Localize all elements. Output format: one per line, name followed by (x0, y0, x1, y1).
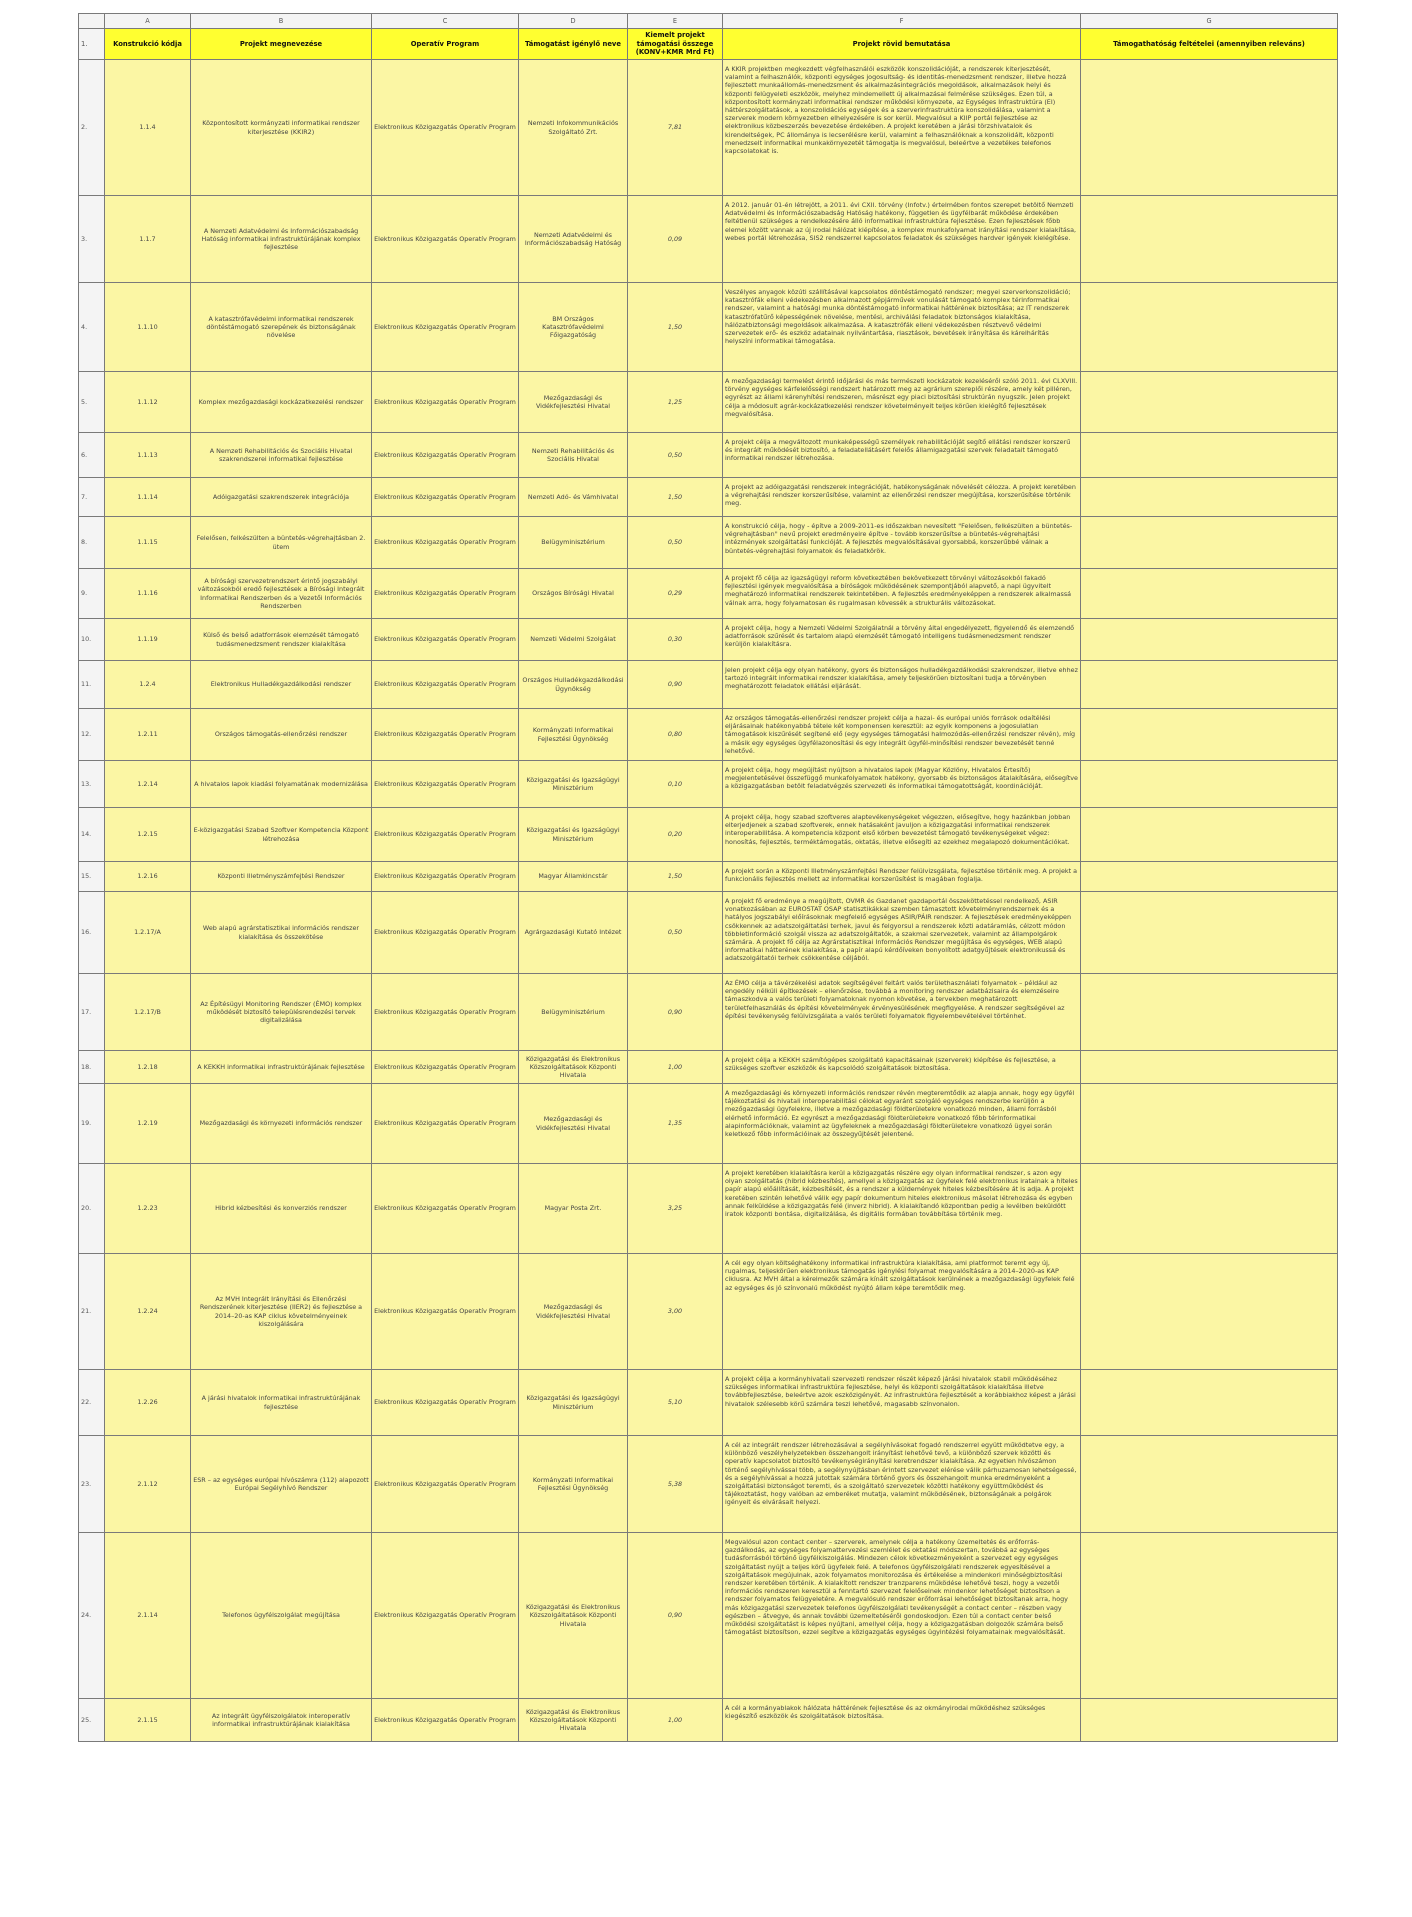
amount-cell[interactable]: 1,50 (628, 283, 723, 372)
table-row (79, 1084, 1338, 1164)
applicant-cell[interactable]: Nemzeti Infokommunikációs Szolgáltató Zrt. (519, 60, 628, 196)
program-cell[interactable]: Elektronikus Közigazgatás Operatív Program (372, 808, 519, 862)
amount-cell[interactable]: 1,50 (628, 478, 723, 517)
conditions-cell[interactable] (1081, 1699, 1338, 1742)
header-applicant-cell[interactable]: Támogatást igénylő neve (519, 29, 628, 60)
project-name-cell[interactable]: A bírósági szervezetrendszert érintő jogszabályi változásokból eredő fejlesztések a Bírósági Integrált Informatikai Rendszerben és a Vezetői Információs Rendszerben (191, 569, 372, 619)
code-cell[interactable]: 1.1.4 (105, 60, 191, 196)
project-name-cell[interactable]: Elektronikus Hulladékgazdálkodási rendszer (191, 661, 372, 709)
applicant-cell[interactable]: Közigazgatási és Elektronikus Közszolgáltatások Központi Hivatala (519, 1699, 628, 1742)
table-row (79, 1051, 1338, 1084)
applicant-cell[interactable]: Országos Bírósági Hivatal (519, 569, 628, 619)
table-row (79, 517, 1338, 569)
description-cell[interactable]: A projekt az adóigazgatási rendszerek integrációját, hatékonyságának növelését célozza. A projekt keretében a végrehajtási rendszer korszerűsítése, valamint az ellenőrzési rendszer megújítása, korszerűsítése történik meg. (723, 478, 1081, 517)
conditions-cell[interactable] (1081, 433, 1338, 478)
table-row (79, 1436, 1338, 1533)
amount-cell[interactable]: 3,25 (628, 1164, 723, 1254)
conditions-cell[interactable] (1081, 661, 1338, 709)
program-cell[interactable]: Elektronikus Közigazgatás Operatív Program (372, 433, 519, 478)
conditions-cell[interactable] (1081, 709, 1338, 761)
row-number[interactable]: 20. (79, 1164, 105, 1254)
amount-cell[interactable]: 0,09 (628, 196, 723, 283)
program-cell[interactable]: Elektronikus Közigazgatás Operatív Program (372, 60, 519, 196)
amount-cell[interactable]: 0,30 (628, 619, 723, 661)
description-cell[interactable]: A projekt célja a KEKKH számítógépes szolgáltató kapacitásainak (szerverek) kiépítése és fejlesztése, a szükséges szoftver eszközök és kapcsolódó szolgáltatások biztosítása. (723, 1051, 1081, 1084)
program-cell[interactable]: Elektronikus Közigazgatás Operatív Program (372, 1254, 519, 1370)
applicant-cell[interactable]: Nemzeti Rehabilitációs és Szociális Hivatal (519, 433, 628, 478)
applicant-cell[interactable]: Mezőgazdasági és Vidékfejlesztési Hivatal (519, 1254, 628, 1370)
description-cell[interactable]: A projekt fő eredménye a megújított, OVMR és Gazdanet gazdaportál összeköttetéssel rendelkező, ASIR vonatkozásában az EUROSTAT OSAP statisztikákkal szemben támasztott követelményrendszernek és a hatályos jogszabályi előírásoknak megfelelő egységes ASIR/PÁIR rendszer. A fejlesztések eredményeképpen csökkennek az adatszolgáltatási terhek, javul és felgyorsul a rendszerek közti adatáramlás, célzott módon többletinformáció szolgál vissza az adatszolgáltatók, a szakmai szervezetek, valamint az állampolgárok számára. A projekt fő célja az Agrárstatisztikai Információs Rendszer megújítása és egységes, WEB alapú informatikai hátterének kialakítása, a papír alapú kérdőíveken bonyolított adatgyűjtések elektronikussá és adatszolgáltatói terhek csökkentése céljából. (723, 892, 1081, 974)
conditions-cell[interactable] (1081, 1051, 1338, 1084)
code-cell[interactable]: 1.2.24 (105, 1254, 191, 1370)
table-row (79, 196, 1338, 283)
code-cell[interactable]: 2.1.14 (105, 1533, 191, 1699)
description-cell[interactable]: A projekt fő célja az igazságügyi reform következtében bekövetkezett törvényi változásokból fakadó fejlesztési igények megvalósítása a bíróságok működésének szempontjából alapvető, a napi ügyvitelt meghatározó informatikai rendszerek tekintetében. A fejlesztés eredményeképpen a rendszerek alkalmassá válnak arra, hogy folyamatosan és rugalmasan kövessék a strukturális változásokat. (723, 569, 1081, 619)
project-name-cell[interactable]: ESR – az egységes európai hívószámra (112) alapozott Európai Segélyhívó Rendszer (191, 1436, 372, 1533)
row-number[interactable]: 1. (79, 29, 105, 60)
description-cell[interactable]: Megvalósul azon contact center – szerverek, amelynek célja a hatékony üzemeltetés és erőforrás-gazdálkodás, az egységes folyamattervezési szemlélet és oktatási módszertan, továbbá az egységes tudásforrásból történő ügyfélkiszolgálás. Mindezen célok következményeként a szervezet egy egységes szolgáltatást nyújt a teljes körű ügyfelek felé. A telefonos ügyfélszolgálati rendszerek egyesítésével a szolgáltatások megújulnak, azok folyamatos monitorozása és értékelése a mindenkori minőségbiztosítási rendszer keretében történik. A kialakított rendszer tranzparens működése lehetővé teszi, hogy a vezetői információs rendszeren keresztül a fenntartó szervezet felelőseinek mindenkor lehetőséget biztosítson a rendszer folyamatos felügyeletére. A megvalósuló rendszer erőforrásai lehetőséget biztosítanak arra, hogy más közigazgatási szervezetek telefonos ügyfélszolgálati tevékenységét a contact center – részben vagy egészben – átvegye, és annak további üzemeltetéséről gondoskodjon. Ezen túl a contact center belső működési szolgáltatást is képes nyújtani, amellyel célja, hogy a közigazgatásban dolgozók számára belső támogatást biztosítson, ezzel segítve a közigazgatás egységes ügyintézési folyamatainak megvalósítását. (723, 1533, 1081, 1699)
description-cell[interactable]: A KKIR projektben megkezdett végfelhasználói eszközök konszolidációját, a rendszerek kiterjesztését, valamint a felhasználók, központi egységes jogosultság- és identitás-menedzsment rendszer, illetve hozzá fejlesztett munkaállomás-menedzsment és alkalmazásintegrációs megoldások, alkalmazások helyi és központi felügyeleti eszközök, melyhez mindemellett új alkalmazásai felmérése szükséges. Ezen túl, a központosított kormányzati informatikai rendszer működési környezete, az Egységes Infrastruktúra (EI) háttérszolgáltatások, a konszolidációs egységek és a szerverinfrastruktúra konszolidálása, valamint a szerverek modern környezetben elhelyezésére is sor kerül. Megvalósul a KIIP portál fejlesztése az elektronikus közbeszerzés bevezetése érdekében. A projekt keretében a járási törzshivatalok és kirendeltségek, PC állománya is lecserélésre kerül, valamint a felhasználóknak a konszolidált, központi menedzselt informatikai munkakörnyezetét támogatja is megvalósul, beleértve a vezetékes telefonos kapcsolatokat is. (723, 60, 1081, 196)
project-name-cell[interactable]: Mezőgazdasági és környezeti információs rendszer (191, 1084, 372, 1164)
amount-cell[interactable]: 0,90 (628, 974, 723, 1051)
conditions-cell[interactable] (1081, 60, 1338, 196)
applicant-cell[interactable]: Belügyminisztérium (519, 974, 628, 1051)
applicant-cell[interactable]: Közigazgatási és Igazságügyi Minisztérium (519, 1370, 628, 1436)
applicant-cell[interactable]: Mezőgazdasági és Vidékfejlesztési Hivatal (519, 372, 628, 433)
program-cell[interactable]: Elektronikus Közigazgatás Operatív Program (372, 1370, 519, 1436)
amount-cell[interactable]: 1,00 (628, 1051, 723, 1084)
row-number[interactable]: 8. (79, 517, 105, 569)
header-amount-cell[interactable]: Kiemelt projekt támogatási összege (KONV+KMR Mrd Ft) (628, 29, 723, 60)
project-name-cell[interactable]: Külső és belső adatforrások elemzését támogató tudásmenedzsment rendszer kialakítása (191, 619, 372, 661)
amount-cell[interactable]: 1,50 (628, 862, 723, 892)
description-cell[interactable]: A projekt célja, hogy a Nemzeti Védelmi Szolgálatnál a törvény által engedélyezett, figyelendő és elemzendő adatforrások szűrését és tartalom alapú elemzését támogató intelligens tudásmenedzsment rendszer kerüljön kialakításra. (723, 619, 1081, 661)
applicant-cell[interactable]: Magyar Államkincstár (519, 862, 628, 892)
row-number[interactable]: 4. (79, 283, 105, 372)
row-number[interactable]: 18. (79, 1051, 105, 1084)
applicant-cell[interactable]: Belügyminisztérium (519, 517, 628, 569)
column-header-g[interactable]: G (1081, 14, 1338, 29)
description-cell[interactable]: Az országos támogatás-ellenőrzési rendszer projekt célja a hazai- és európai uniós források odaítélési eljárásainak hatékonyabbá tétele két komponensen keresztül: az egyik komponens a jogosulatlan támogatások kiszűrését segítené elő (egy egységes támogatási halmozódás-ellenőrzési rendszer révén), míg a másik egy egységes ügyfélazonosítási és egy integrált ügyfél-minősítési rendszer bevezetését tenné lehetővé. (723, 709, 1081, 761)
amount-cell[interactable]: 0,50 (628, 433, 723, 478)
table-row (79, 433, 1338, 478)
header-code-cell[interactable]: Konstrukció kódja (105, 29, 191, 60)
table-row (79, 1254, 1338, 1370)
description-cell[interactable]: A projekt keretében kialakításra kerül a közigazgatás részére egy olyan informatikai rendszer, s azon egy olyan szolgáltatás (hibrid kézbesítés), amellyel a közigazgatás az ügyfelek felé elektronikus iratainak a hiteles papír alapú előállítását, kézbesítését, és a rendszer a küldemények hiteles kézbesítésére át is adja. A projekt keretében szintén lehetővé válik egy papír dokumentum hiteles elektronikus másolat létrehozása és egyben annak felküldése a közigazgatás felé (inverz hibrid). A kialakítandó központban pedig a levélben beküldött iratok központi bontása, digitalizálása, és digitális formában továbbítása történik meg. (723, 1164, 1081, 1254)
code-cell[interactable]: 1.2.23 (105, 1164, 191, 1254)
row-number[interactable]: 13. (79, 761, 105, 808)
project-name-cell[interactable]: Országos támogatás-ellenőrzési rendszer (191, 709, 372, 761)
project-name-cell[interactable]: A hivatalos lapok kiadási folyamatának modernizálása (191, 761, 372, 808)
column-header-b[interactable]: B (191, 14, 372, 29)
project-table (78, 13, 1338, 1742)
table-row (79, 974, 1338, 1051)
project-name-cell[interactable]: A járási hivatalok informatikai infrastruktúrájának fejlesztése (191, 1370, 372, 1436)
code-cell[interactable]: 1.2.18 (105, 1051, 191, 1084)
amount-cell[interactable]: 0,80 (628, 709, 723, 761)
project-name-cell[interactable]: A katasztrófavédelmi informatikai rendszerek döntéstámogató szerepének és biztonságának növelése (191, 283, 372, 372)
program-cell[interactable]: Elektronikus Közigazgatás Operatív Program (372, 1051, 519, 1084)
code-cell[interactable]: 2.1.12 (105, 1436, 191, 1533)
table-row (79, 569, 1338, 619)
program-cell[interactable]: Elektronikus Közigazgatás Operatív Program (372, 569, 519, 619)
corner-cell[interactable] (79, 14, 105, 29)
table-row (79, 661, 1338, 709)
code-cell[interactable]: 1.1.15 (105, 517, 191, 569)
amount-cell[interactable]: 0,29 (628, 569, 723, 619)
header-conditions-cell[interactable]: Támogathatóság feltételei (amennyiben releváns) (1081, 29, 1338, 60)
program-cell[interactable]: Elektronikus Közigazgatás Operatív Program (372, 372, 519, 433)
table-row (79, 892, 1338, 974)
project-name-cell[interactable]: Adóigazgatási szakrendszerek integrációja (191, 478, 372, 517)
program-cell[interactable]: Elektronikus Közigazgatás Operatív Program (372, 283, 519, 372)
code-cell[interactable]: 1.1.16 (105, 569, 191, 619)
conditions-cell[interactable] (1081, 808, 1338, 862)
code-cell[interactable]: 1.2.26 (105, 1370, 191, 1436)
table-row (79, 1370, 1338, 1436)
conditions-cell[interactable] (1081, 619, 1338, 661)
program-cell[interactable]: Elektronikus Közigazgatás Operatív Program (372, 892, 519, 974)
conditions-cell[interactable] (1081, 1084, 1338, 1164)
description-cell[interactable]: Jelen projekt célja egy olyan hatékony, gyors és biztonságos hulladékgazdálkodási szakrendszer, illetve ehhez tartozó integrált informatikai rendszer kialakítása, amely teljeskörűen biztosítani tudja a törvényben meghatározott feladatok ellátási eljárását. (723, 661, 1081, 709)
applicant-cell[interactable]: Nemzeti Védelmi Szolgálat (519, 619, 628, 661)
program-cell[interactable]: Elektronikus Közigazgatás Operatív Program (372, 196, 519, 283)
project-name-cell[interactable]: A Nemzeti Adatvédelmi és Információszabadság Hatóság informatikai infrastruktúrájának komplex fejlesztése (191, 196, 372, 283)
code-cell[interactable]: 1.1.7 (105, 196, 191, 283)
applicant-cell[interactable]: Kormányzati Informatikai Fejlesztési Ügynökség (519, 709, 628, 761)
program-cell[interactable]: Elektronikus Közigazgatás Operatív Program (372, 517, 519, 569)
applicant-cell[interactable]: Közigazgatási és Elektronikus Közszolgáltatások Központi Hivatala (519, 1533, 628, 1699)
table-row (79, 1533, 1338, 1699)
table-row (79, 283, 1338, 372)
applicant-cell[interactable]: Közigazgatási és Igazságügyi Minisztérium (519, 808, 628, 862)
applicant-cell[interactable]: BM Országos Katasztrófavédelmi Főigazgatóság (519, 283, 628, 372)
project-name-cell[interactable]: Telefonos ügyfélszolgálat megújítása (191, 1533, 372, 1699)
conditions-cell[interactable] (1081, 196, 1338, 283)
project-name-cell[interactable]: Hibrid kézbesítési és konverziós rendszer (191, 1164, 372, 1254)
table-row (79, 478, 1338, 517)
row-number[interactable]: 9. (79, 569, 105, 619)
table-row (79, 372, 1338, 433)
header-program-cell[interactable]: Operatív Program (372, 29, 519, 60)
column-header-e[interactable]: E (628, 14, 723, 29)
header-description-cell[interactable]: Projekt rövid bemutatása (723, 29, 1081, 60)
program-cell[interactable]: Elektronikus Közigazgatás Operatív Program (372, 478, 519, 517)
code-cell[interactable]: 1.1.14 (105, 478, 191, 517)
code-cell[interactable]: 1.1.19 (105, 619, 191, 661)
description-cell[interactable]: A konstrukció célja, hogy - építve a 2009-2011-es időszakban nevesített "Felelősen, felkészülten a büntetés-végrehajtásban" nevű projekt eredményeire építve - tovább korszerűsítse a büntetés-végrehajtási intézmények szolgáltatási funkcióját. A fejlesztés megvalósításával gyorsabbá, korszerűbbé válnak a büntetés-végrehajtási folyamatok és feladatkörök. (723, 517, 1081, 569)
description-cell[interactable]: A projekt során a Központi Illetményszámfejtési Rendszer felülvizsgálata, fejlesztése történik meg. A projekt a funkcionális fejlesztés mellett az informatikai korszerűsítést is magában foglalja. (723, 862, 1081, 892)
row-number[interactable]: 12. (79, 709, 105, 761)
row-number[interactable]: 25. (79, 1699, 105, 1742)
row-number[interactable]: 10. (79, 619, 105, 661)
table-row (79, 1164, 1338, 1254)
code-cell[interactable]: 1.2.15 (105, 808, 191, 862)
program-cell[interactable]: Elektronikus Közigazgatás Operatív Program (372, 709, 519, 761)
code-cell[interactable]: 1.2.11 (105, 709, 191, 761)
amount-cell[interactable]: 7,81 (628, 60, 723, 196)
program-cell[interactable]: Elektronikus Közigazgatás Operatív Program (372, 1533, 519, 1699)
conditions-cell[interactable] (1081, 1254, 1338, 1370)
conditions-cell[interactable] (1081, 478, 1338, 517)
code-cell[interactable]: 1.1.13 (105, 433, 191, 478)
description-cell[interactable]: A projekt célja a kormányhivatali szervezeti rendszer részét képező járási hivatalok stabil működéséhez szükséges informatikai infrastruktúra fejlesztése, helyi és központi szolgáltatások kialakítása illetve továbbfejlesztése, beleértve azok eszközigényét. Az infrastruktúra fejlesztését a korábbiakhoz képest a járási hivatalok szélesebb körű számára teszi lehetővé, magasabb színvonalon. (723, 1370, 1081, 1436)
header-row (79, 29, 1338, 60)
row-number[interactable]: 11. (79, 661, 105, 709)
code-cell[interactable]: 1.2.19 (105, 1084, 191, 1164)
description-cell[interactable]: A projekt célja a megváltozott munkaképességű személyek rehabilitációját segítő ellátási rendszer korszerű és integrált működését biztosító, a feladatellátásért felelős államigazgatási szervek feladatait támogató informatikai rendszer létrehozása. (723, 433, 1081, 478)
table-row (79, 808, 1338, 862)
applicant-cell[interactable]: Közigazgatási és Elektronikus Közszolgáltatások Központi Hivatala (519, 1051, 628, 1084)
table-row (79, 1699, 1338, 1742)
project-name-cell[interactable]: Az integrált ügyfélszolgálatok interoperatív informatikai infrastruktúrájának kialakítása (191, 1699, 372, 1742)
program-cell[interactable]: Elektronikus Közigazgatás Operatív Program (372, 974, 519, 1051)
column-letters-row (79, 14, 1338, 29)
row-number[interactable]: 3. (79, 196, 105, 283)
conditions-cell[interactable] (1081, 761, 1338, 808)
project-name-cell[interactable]: E-közigazgatási Szabad Szoftver Kompetencia Központ létrehozása (191, 808, 372, 862)
description-cell[interactable]: A cél az integrált rendszer létrehozásával a segélyhívásokat fogadó rendszerrel együtt működtetve egy, a különböző veszélyhelyzetekben összehangolt irányítást lehetővé tevő, a különböző szervek közötti és operatív kapcsolatot biztosító tevékenységirányítási keretrendszer kialakítása. Az egyetlen hívószámon történő segélyhívással több, a segélynyújtásban érintett szervezet elérése válik párhuzamosan lehetségessé, és a segélyhívással a hozzá jutottak számára történő gyors és összehangolt munka eredményeként a szolgáltatási biztonságot teremti, és a szolgáltató szervezetek közötti hatékony együttműködést és tájékoztatást, hogy valóban az emberéket mutatja, valamint működésének, biztonságának a polgárok igényeit és elvárásait helyezi. (723, 1436, 1081, 1533)
amount-cell[interactable]: 0,10 (628, 761, 723, 808)
conditions-cell[interactable] (1081, 974, 1338, 1051)
code-cell[interactable]: 1.2.14 (105, 761, 191, 808)
conditions-cell[interactable] (1081, 1436, 1338, 1533)
row-number[interactable]: 15. (79, 862, 105, 892)
code-cell[interactable]: 1.1.10 (105, 283, 191, 372)
applicant-cell[interactable]: Kormányzati Informatikai Fejlesztési Ügynökség (519, 1436, 628, 1533)
program-cell[interactable]: Elektronikus Közigazgatás Operatív Program (372, 1164, 519, 1254)
description-cell[interactable]: A 2012. január 01-én létrejött, a 2011. évi CXII. törvény (Infotv.) értelmében fontos szerepet betöltő Nemzeti Adatvédelmi és Információszabadság Hatóság hatékony, független és ügyfélbarát működése érdekében feltétlenül szükséges a rendelkezésére álló informatikai infrastruktúra fejlesztése. Ezen fejlesztések főbb elemei között vannak az új irodai hálózat kiépítése, a komplex munkafolyamat irányítási rendszer kialakítása, webes portál létrehozása, SIS2 rendszerrel kapcsolatos feladatok és szükséges hardver igények kielégítése. (723, 196, 1081, 283)
row-number[interactable]: 2. (79, 60, 105, 196)
code-cell[interactable]: 1.2.17/B (105, 974, 191, 1051)
project-name-cell[interactable]: Felelősen, felkészülten a büntetés-végrehajtásban 2. ütem (191, 517, 372, 569)
row-number[interactable]: 16. (79, 892, 105, 974)
column-header-f[interactable]: F (723, 14, 1081, 29)
description-cell[interactable]: A mezőgazdasági és környezeti információs rendszer révén megteremtődik az alapja annak, hogy egy ügyfél tájékoztatási és hivatali interoperabilitási célokat egyaránt szolgáló egységes rendszerbe kerüljön a mezőgazdasági ügyfelekre, illetve a mezőgazdasági földterületekre vonatkozó minden, állami forrásból elérhető információ. Ez egyrészt a mezőgazdasági földterületekre vonatkozó főbb térinformatikai alapinformációknak, valamint az ügyfeleknek a mezőgazdasági földterületekre vonatkozó ügyei során keletkező főbb információinak az összegyűjtését jelentené. (723, 1084, 1081, 1164)
conditions-cell[interactable] (1081, 517, 1338, 569)
column-header-d[interactable]: D (519, 14, 628, 29)
conditions-cell[interactable] (1081, 862, 1338, 892)
row-number[interactable]: 19. (79, 1084, 105, 1164)
amount-cell[interactable]: 0,90 (628, 661, 723, 709)
description-cell[interactable]: A projekt célja, hogy szabad szoftveres alaptevékenységeket végezzen, elősegítve, hogy hazánkban jobban elterjedjenek a szabad szoftverek, ennek hatásaként javuljon a közigazgatási informatikai rendszerek interoperabilitása. A kompetencia központ első körben bevezetést támogató tevékenységeket végez: honosítás, fejlesztés, terméktámogatás, oktatás, illetve elősegíti az ezekhez megalapozó dokumentációkat. (723, 808, 1081, 862)
project-name-cell[interactable]: A KEKKH informatikai infrastruktúrájának fejlesztése (191, 1051, 372, 1084)
project-name-cell[interactable]: Komplex mezőgazdasági kockázatkezelési rendszer (191, 372, 372, 433)
row-number[interactable]: 23. (79, 1436, 105, 1533)
description-cell[interactable]: Veszélyes anyagok közúti szállításával kapcsolatos döntéstámogató rendszer; megyei szerverkonszolidáció; katasztrófák elleni védekezésben alkalmazott gépjárművek vonulását támogató komplex térinformatikai rendszer, valamint a hatósági munka döntéstámogató informatikai háttérének biztosítása; az IT rendszerek katasztrófatűrő képességének növelése, mentési, archiválási feladatok biztonságos kialakítása, hálózatbiztonsági megoldások alkalmazása. A katasztrófák elleni védekezésben résztvevő védelmi szervezetek erő- és eszköz adatainak nyilvántartása, riasztások, bevetések irányítása és kárelhárítás helyszíni informatikai támogatása. (723, 283, 1081, 372)
project-name-cell[interactable]: A Nemzeti Rehabilitációs és Szociális Hivatal szakrendszerei informatikai fejlesztése (191, 433, 372, 478)
conditions-cell[interactable] (1081, 1164, 1338, 1254)
description-cell[interactable]: A cél a kormányablakok hálózata háttérének fejlesztése és az okmányirodai működéshez szükséges kiegészítő eszközök és szolgáltatások biztosítása. (723, 1699, 1081, 1742)
program-cell[interactable]: Elektronikus Közigazgatás Operatív Program (372, 761, 519, 808)
row-number[interactable]: 24. (79, 1533, 105, 1699)
table-row (79, 60, 1338, 196)
spreadsheet (78, 13, 1337, 1742)
project-name-cell[interactable]: Az Építésügyi Monitoring Rendszer (ÉMO) komplex működését biztosító településrendezési tervek digitalizálása (191, 974, 372, 1051)
code-cell[interactable]: 1.1.12 (105, 372, 191, 433)
row-number[interactable]: 17. (79, 974, 105, 1051)
conditions-cell[interactable] (1081, 569, 1338, 619)
table-row (79, 862, 1338, 892)
conditions-cell[interactable] (1081, 1533, 1338, 1699)
code-cell[interactable]: 1.2.4 (105, 661, 191, 709)
code-cell[interactable]: 1.2.17/A (105, 892, 191, 974)
description-cell[interactable]: A mezőgazdasági termelést érintő időjárási és más természeti kockázatok kezeléséről szóló 2011. évi CLXVIII. törvény egységes kárfelelősségi rendszert határozott meg az agrárium szereplői részére, amely két pilléren, egyrészt az állami kárenyhítési rendszeren, másrészt egy piaci biztosítási struktúrán nyugszik. Jelen projekt célja a módosult agrár-kockázatkezelési rendszer követelményeit teljes körűen kielégítő fejlesztések megvalósítása. (723, 372, 1081, 433)
table-row (79, 761, 1338, 808)
program-cell[interactable]: Elektronikus Közigazgatás Operatív Program (372, 1436, 519, 1533)
amount-cell[interactable]: 0,20 (628, 808, 723, 862)
description-cell[interactable]: Az ÉMO célja a távérzékelési adatok segítségével feltárt valós területhasználati folyamatok – például az engedély nélküli építkezések – ellenőrzése, továbbá a monitoring rendszer adatbázisaira és elemzéseire támaszkodva a valós területi folyamatoknak nyomon követése, a tervekben meghatározott területfelhasználás és építési követelmények érvényesülésének megfigyelése. A rendszer segítségével az építési tevékenység felülvizsgálata a valós területi folyamatok figyelembevételével történhet. (723, 974, 1081, 1051)
amount-cell[interactable]: 0,90 (628, 1533, 723, 1699)
program-cell[interactable]: Elektronikus Közigazgatás Operatív Program (372, 619, 519, 661)
project-name-cell[interactable]: Központosított kormányzati informatikai rendszer kiterjesztése (KKIR2) (191, 60, 372, 196)
project-name-cell[interactable]: Központi Illetményszámfejtési Rendszer (191, 862, 372, 892)
project-name-cell[interactable]: Az MVH Integrált Irányítási és Ellenőrzési Rendszerének kiterjesztése (IIER2) és fejlesztése a 2014–20-as KAP ciklus követelményeinek kiszolgálására (191, 1254, 372, 1370)
applicant-cell[interactable]: Magyar Posta Zrt. (519, 1164, 628, 1254)
column-header-a[interactable]: A (105, 14, 191, 29)
amount-cell[interactable]: 3,00 (628, 1254, 723, 1370)
program-cell[interactable]: Elektronikus Közigazgatás Operatív Program (372, 1699, 519, 1742)
description-cell[interactable]: A projekt célja, hogy megújítást nyújtson a hivatalos lapok (Magyar Közlöny, Hivatalos Értesítő) megjelentetésével összefüggő munkafolyamatok hatékony, gyorsabb és biztonságos átalakítására, elősegítve a közigazgatásban betölt feladatvégzés szervezeti és informatikai támogatottságát, koordinációját. (723, 761, 1081, 808)
applicant-cell[interactable]: Közigazgatási és Igazságügyi Minisztérium (519, 761, 628, 808)
table-row (79, 709, 1338, 761)
row-number[interactable]: 22. (79, 1370, 105, 1436)
amount-cell[interactable]: 0,50 (628, 517, 723, 569)
row-number[interactable]: 5. (79, 372, 105, 433)
amount-cell[interactable]: 1,35 (628, 1084, 723, 1164)
row-number[interactable]: 21. (79, 1254, 105, 1370)
amount-cell[interactable]: 5,10 (628, 1370, 723, 1436)
applicant-cell[interactable]: Mezőgazdasági és Vidékfejlesztési Hivatal (519, 1084, 628, 1164)
amount-cell[interactable]: 1,00 (628, 1699, 723, 1742)
applicant-cell[interactable]: Agrárgazdasági Kutató Intézet (519, 892, 628, 974)
applicant-cell[interactable]: Nemzeti Adatvédelmi és Információszabadság Hatóság (519, 196, 628, 283)
code-cell[interactable]: 1.2.16 (105, 862, 191, 892)
description-cell[interactable]: A cél egy olyan költséghatékony informatikai infrastruktúra kialakítása, ami platformot teremt egy új, rugalmas, teljeskörűen elektronikus támogatás igénylési folyamat megvalósítására a 2014–2020-as KAP ciklusra. Az MVH által a kérelmezők számára kínált szolgáltatások kerülnének a mezőgazdasági ügyfelek felé az egységes és jó színvonalú működést nyújtó állam képe teremtődik meg. (723, 1254, 1081, 1370)
program-cell[interactable]: Elektronikus Közigazgatás Operatív Program (372, 1084, 519, 1164)
conditions-cell[interactable] (1081, 372, 1338, 433)
applicant-cell[interactable]: Országos Hulladékgazdálkodási Ügynökség (519, 661, 628, 709)
header-name-cell[interactable]: Projekt megnevezése (191, 29, 372, 60)
code-cell[interactable]: 2.1.15 (105, 1699, 191, 1742)
amount-cell[interactable]: 5,38 (628, 1436, 723, 1533)
conditions-cell[interactable] (1081, 283, 1338, 372)
conditions-cell[interactable] (1081, 892, 1338, 974)
row-number[interactable]: 6. (79, 433, 105, 478)
row-number[interactable]: 14. (79, 808, 105, 862)
row-number[interactable]: 7. (79, 478, 105, 517)
program-cell[interactable]: Elektronikus Közigazgatás Operatív Program (372, 661, 519, 709)
amount-cell[interactable]: 1,25 (628, 372, 723, 433)
column-header-c[interactable]: C (372, 14, 519, 29)
applicant-cell[interactable]: Nemzeti Adó- és Vámhivatal (519, 478, 628, 517)
program-cell[interactable]: Elektronikus Közigazgatás Operatív Program (372, 862, 519, 892)
project-name-cell[interactable]: Web alapú agrárstatisztikai információs rendszer kialakítása és összekötése (191, 892, 372, 974)
amount-cell[interactable]: 0,50 (628, 892, 723, 974)
table-row (79, 619, 1338, 661)
conditions-cell[interactable] (1081, 1370, 1338, 1436)
